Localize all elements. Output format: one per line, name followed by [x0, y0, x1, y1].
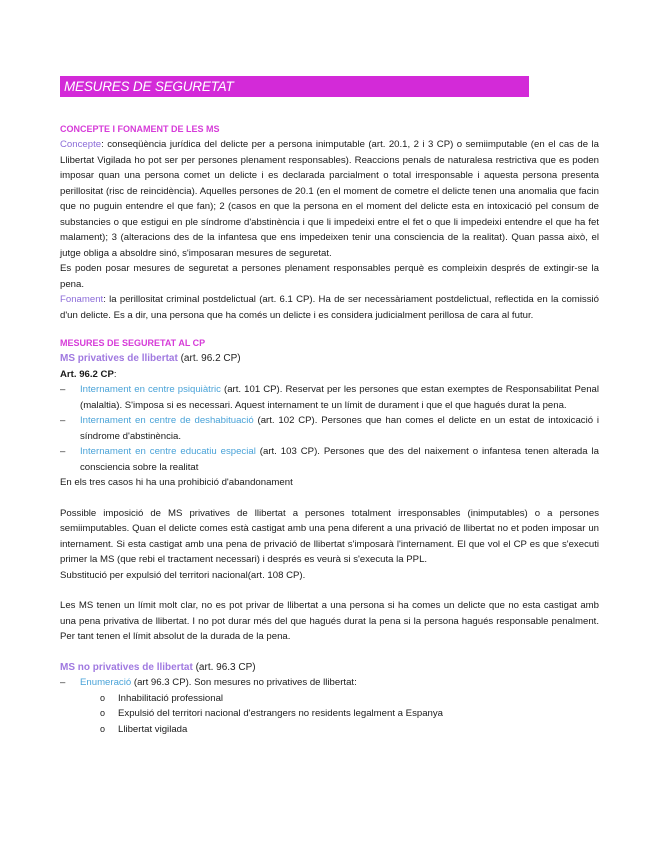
- art-label-line: [60, 367, 599, 383]
- fonament-text: : la perillositat criminal postdelictual (art. 6.1 CP). Ha de ser necessàriament postdelictual, reflectida en la comissió d'un delicte. Es a dir, una persona que ha comés un delicte i es considera judicialment perillosa de cara al futur.: [60, 294, 599, 321]
- item-keyword: Internament en centre de deshabituació: [80, 415, 254, 426]
- privatives-label: MS privatives de llibertat: [60, 353, 178, 364]
- list-item: [60, 413, 599, 444]
- section-heading-cp: MESURES DE SEGURETAT AL CP: [60, 338, 206, 348]
- privatives-list: [60, 382, 599, 475]
- concepte-paragraph: [60, 137, 599, 261]
- sub-list-item: o Expulsió del territori nacional d'estrangers no residents legalment a Espanya: [100, 706, 599, 722]
- item-keyword: Internament en centre educatiu especial: [80, 446, 256, 457]
- subheading-privatives: [60, 351, 599, 367]
- item-keyword: Internament en centre psiquiàtric: [80, 384, 221, 395]
- sub-list-item: o Inhabilitació professional: [100, 691, 599, 707]
- art-colon: :: [113, 368, 117, 380]
- responsables-paragraph: Es poden posar mesures de seguretat a persones plenament responsables perquè es compleixin després de extingir-se la pena.: [60, 263, 599, 290]
- list-item: [60, 444, 599, 475]
- enumeracio-text: (art 96.3 CP). Son mesures no privatives de llibertat:: [131, 677, 357, 688]
- fonament-label: Fonament: [60, 294, 104, 305]
- list-item: [60, 675, 599, 691]
- enumeracio-keyword: Enumeració: [80, 677, 132, 688]
- fonament-paragraph: [60, 292, 599, 323]
- item-text: (art. 102 CP). Persones que han comes el delicte en un estat de intoxicació i síndrome d'abstinència.: [80, 415, 600, 442]
- no-privatives-list: [60, 675, 599, 691]
- privatives-ref: (art. 96.2 CP): [177, 353, 241, 364]
- subheading-no-privatives: [60, 660, 599, 676]
- tres-casos-line: En els tres casos hi ha una prohibició d'abandonament: [60, 477, 293, 488]
- limit-paragraph: Les MS tenen un límit molt clar, no es pot privar de llibertat a una persona si ha comes un delicte que no esta castigat amb una pena privativa de llibertat. I no pot durar més del que hagués durat la pena si la persona hagués responsable penalment. Per tant tenen el límit absolut de la durada de la pena.: [60, 600, 599, 642]
- list-item: [60, 382, 599, 413]
- item-text: (art. 103 CP). Persones que des del naixement o infantesa tenen alterada la consciencia sobre la realitat: [80, 446, 599, 473]
- sub-list-item: o Llibertat vigilada: [100, 722, 599, 738]
- possible-imposicio-paragraph: Possible imposició de MS privatives de llibertat a persones totalment irresponsables (inimputables) o a persones semiimputables. Quan el delicte comes està castigat amb una pena diferent a una privació de llibertat no et poden imposar un internament. Si esta castigat amb una pena de privació de llibertat s'imposarà l'internament. El que vol el CP es que s'executi primer la MS (que rebi el tractament necessari) i després es veurà si s'executa la PPL.: [60, 507, 599, 565]
- document-title: MESURES DE SEGURETAT: [60, 76, 529, 97]
- art-label: Art. 96.2 CP: [60, 368, 114, 380]
- no-privatives-label: MS no privatives de llibertat: [60, 661, 193, 673]
- no-privatives-ref: (art. 96.3 CP): [192, 661, 256, 673]
- enumeracio-sublist: [60, 691, 599, 738]
- concepte-label: Concepte: [60, 139, 102, 150]
- item-text: (art. 101 CP). Reservat per les persones que estan exemptes de Responsabilitat Penal (malaltia). S'imposa si es necessari. Aquest internament te un límit de durament i que el que hagués durat la pena.: [80, 384, 600, 411]
- substitucio-line: Substitució per expulsió del territori nacional(art. 108 CP).: [60, 569, 306, 581]
- section-heading-concepte: CONCEPTE I FONAMENT DE LES MS: [60, 124, 220, 134]
- concepte-text: : conseqüència jurídica del delicte per a persona inimputable (art. 20.1, 2 i 3 CP) o semiimputable (en el cas de la Llibertat Vigilada ho pot ser per persones plenament responsables). Reaccions penals de naturalesa restrictiva que es poden imposar quan una persona comet un delicte i es declarada parcialment o total irresponsable i aquesta persona presenta perillositat (risc de reincidència). Aquelles persones de 20.1 (en el moment de cometre el delicte tenen una anomalia que facin que no puguin entendre el que fan); 2 (casos en que la persona en el moment del delicte esta en intoxicació pel consum de substancies o que estigui en ple síndrome d'abstinència i que li impedeixi entre el fet o que li impedeixi entendre el que ha fet malament); 3 (alteracions des de la infantesa que ens impedeixen tenir una consciencia de la realitat). Quan passa això, el jutge obliga a absoldre sinó, s'imposaran mesures de seguretat.: [60, 139, 599, 259]
